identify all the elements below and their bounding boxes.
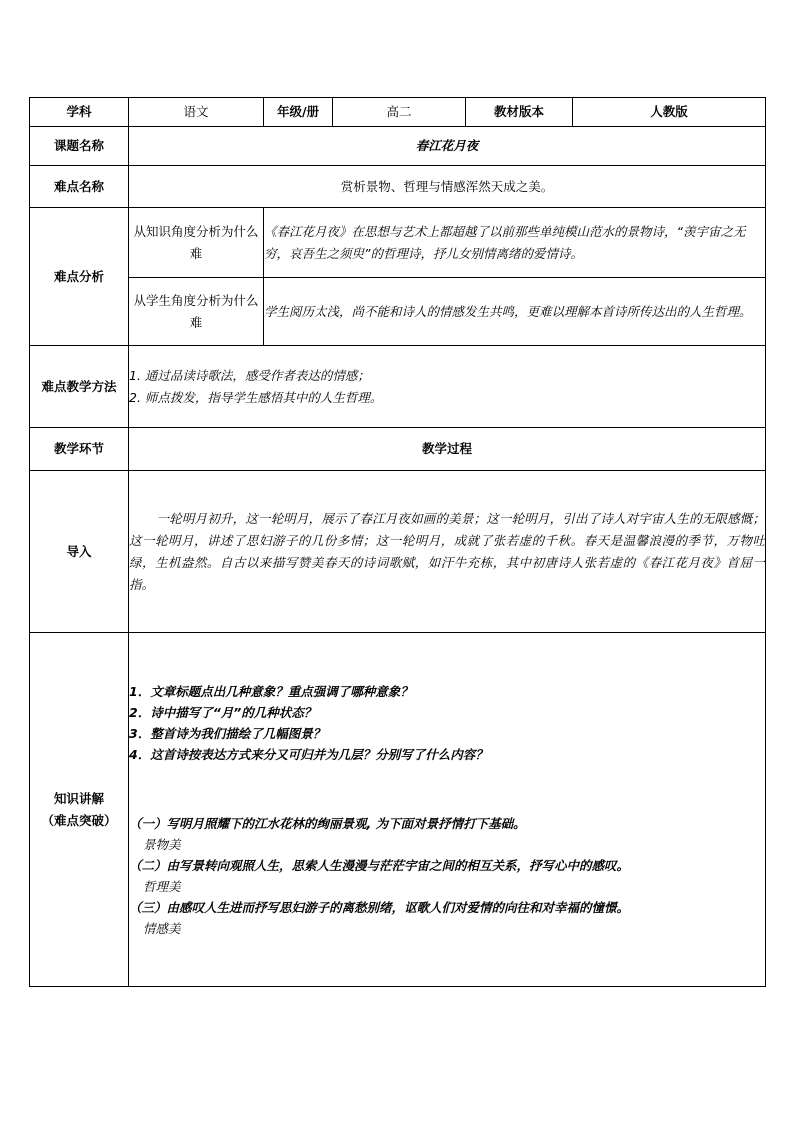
section-sub: 情感美 [143, 920, 181, 936]
methods-row [30, 346, 766, 428]
header-row [30, 98, 766, 127]
section-heading: （三）由感叹人生进而抒写思妇游子的离愁别绪，讴歌人们对爱情的向往和对幸福的憧憬。 [129, 899, 630, 915]
section-list [129, 813, 765, 939]
intro-cell [129, 471, 766, 633]
section-sub: 景物美 [143, 836, 181, 852]
question-list [129, 681, 765, 765]
knowledge-label-line1: 知识讲解 [53, 790, 104, 806]
knowledge-row [30, 633, 766, 987]
intro-text: 一轮明月初升，这一轮明月，展示了春江月夜如画的美景；这一轮明月，引出了诗人对宇宙人生的无限感慨；这一轮明月，讲述了思妇游子的几份多情；这一轮明月，成就了张若虚的千秋。春天是温馨浪漫的季节，万物吐绿，生机盎然。自古以来描写赞美春天的诗词歌赋，如汗牛充栋，其中初唐诗人张若虚的《春江花月夜》首屈一指。 [129, 510, 765, 592]
difficulty-label: 难点名称 [30, 166, 129, 208]
textbook-label: 教材版本 [466, 98, 573, 127]
student-angle-label: 从学生角度分析为什么难 [129, 278, 264, 346]
knowledge-angle-text: 《春江花月夜》在思想与艺术上都超越了以前那些单纯模山范水的景物诗，“羡宇宙之无穷，哀吾生之须臾”的哲理诗，抒儿女别情离绪的爱情诗。 [264, 208, 766, 278]
lesson-label: 课题名称 [30, 127, 129, 166]
method-item: 2. 师点拨发，指导学生感悟其中的人生哲理。 [129, 389, 383, 405]
methods-label: 难点教学方法 [30, 346, 129, 428]
analysis-knowledge-row [30, 208, 766, 278]
lesson-row [30, 127, 766, 166]
intro-label: 导入 [30, 471, 129, 633]
question-item: 2．诗中描写了“月”的几种状态？ [129, 704, 317, 720]
stage-label: 教学环节 [30, 428, 129, 471]
knowledge-label [30, 633, 129, 987]
analysis-student-row [30, 278, 766, 346]
subject-value: 语文 [129, 98, 264, 127]
section-heading: （二）由写景转向观照人生，思索人生漫漫与茫茫宇宙之间的相互关系，抒写心中的感叹。 [129, 857, 630, 873]
analysis-label: 难点分析 [30, 208, 129, 346]
process-label: 教学过程 [129, 428, 766, 471]
difficulty-value: 赏析景物、哲理与情感浑然天成之美。 [129, 166, 766, 208]
question-item: 4．这首诗按表达方式来分又可归并为几层？分别写了什么内容？ [129, 746, 488, 762]
grade-value: 高二 [333, 98, 466, 127]
textbook-value: 人教版 [573, 98, 766, 127]
knowledge-angle-label: 从知识角度分析为什么难 [129, 208, 264, 278]
question-item: 1．文章标题点出几种意象？重点强调了哪种意象？ [129, 683, 413, 699]
intro-row [30, 471, 766, 633]
knowledge-label-line2: （难点突破） [41, 812, 117, 828]
lesson-title: 春江花月夜 [129, 127, 766, 166]
methods-list [129, 346, 766, 428]
student-angle-text: 学生阅历太浅，尚不能和诗人的情感发生共鸣，更难以理解本首诗所传达出的人生哲理。 [264, 278, 766, 346]
process-header-row [30, 428, 766, 471]
knowledge-cell [129, 633, 766, 987]
difficulty-row [30, 166, 766, 208]
section-sub: 哲理美 [143, 878, 181, 894]
method-item: 1. 通过品读诗歌法，感受作者表达的情感； [129, 367, 370, 383]
grade-label: 年级/册 [264, 98, 333, 127]
section-heading: （一）写明月照耀下的江水花林的绚丽景观, 为下面对景抒情打下基础。 [129, 815, 526, 831]
subject-label: 学科 [30, 98, 129, 127]
lesson-plan-table [29, 97, 766, 987]
question-item: 3．整首诗为我们描绘了几幅图景？ [129, 725, 326, 741]
